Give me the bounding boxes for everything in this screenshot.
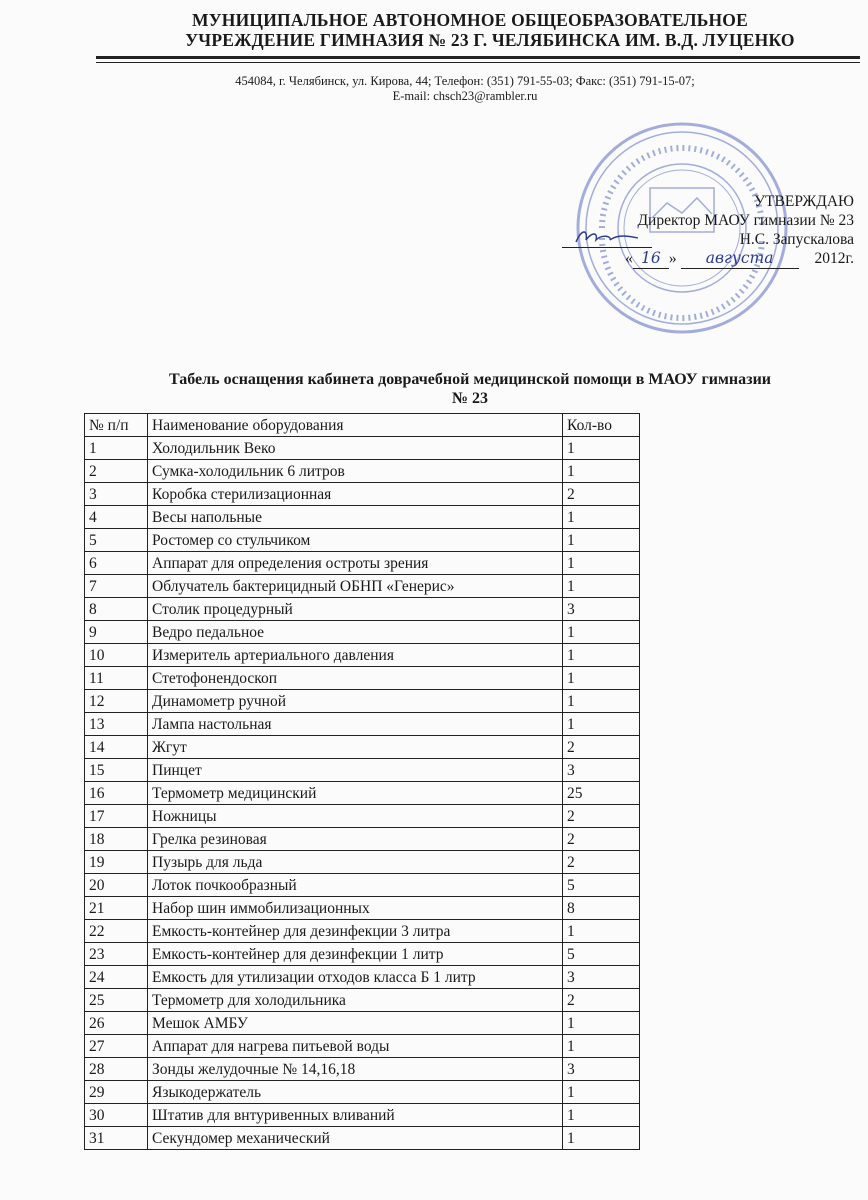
table-row — [85, 897, 640, 920]
row-quantity: 1 — [563, 552, 640, 575]
row-quantity: 1 — [563, 575, 640, 598]
row-number: 23 — [85, 943, 148, 966]
row-number: 12 — [85, 690, 148, 713]
row-item-name: Аппарат для определения остроты зрения — [148, 552, 563, 575]
row-number: 20 — [85, 874, 148, 897]
row-item-name: Штатив для внтуривенных вливаний — [148, 1104, 563, 1127]
table-row — [85, 575, 640, 598]
row-item-name: Ведро педальное — [148, 621, 563, 644]
row-number: 4 — [85, 506, 148, 529]
row-quantity: 25 — [563, 782, 640, 805]
row-quantity: 2 — [563, 483, 640, 506]
date-year: 2012г. — [814, 250, 854, 267]
date-quote-close: » — [668, 250, 677, 267]
row-item-name: Термометр медицинский — [148, 782, 563, 805]
table-row — [85, 483, 640, 506]
table-row — [85, 621, 640, 644]
organization-name — [120, 10, 820, 50]
row-number: 16 — [85, 782, 148, 805]
approval-date — [554, 249, 854, 268]
header-rule-thin — [96, 62, 860, 63]
table-row — [85, 667, 640, 690]
row-item-name: Аппарат для нагрева питьевой воды — [148, 1035, 563, 1058]
row-item-name: Набор шин иммобилизационных — [148, 897, 563, 920]
row-item-name: Сумка-холодильник 6 литров — [148, 460, 563, 483]
table-row — [85, 506, 640, 529]
org-line-2: УЧРЕЖДЕНИЕ ГИМНАЗИЯ № 23 Г. ЧЕЛЯБИНСКА ИМ. В.Д. ЛУЦЕНКО — [185, 30, 795, 50]
row-item-name: Языкодержатель — [148, 1081, 563, 1104]
row-item-name: Пузырь для льда — [148, 851, 563, 874]
row-number: 14 — [85, 736, 148, 759]
table-row — [85, 1058, 640, 1081]
header-name: Наименование оборудования — [148, 414, 563, 437]
row-item-name: Ростомер со стульчиком — [148, 529, 563, 552]
page-title — [80, 370, 860, 408]
row-quantity: 1 — [563, 690, 640, 713]
row-number: 8 — [85, 598, 148, 621]
row-number: 19 — [85, 851, 148, 874]
row-quantity: 1 — [563, 1081, 640, 1104]
equipment-table — [84, 413, 640, 1150]
table-row — [85, 598, 640, 621]
row-quantity: 3 — [563, 759, 640, 782]
row-item-name: Лоток почкообразный — [148, 874, 563, 897]
row-quantity: 1 — [563, 713, 640, 736]
row-item-name: Емкость-контейнер для дезинфекции 3 литра — [148, 920, 563, 943]
table-row — [85, 920, 640, 943]
table-row — [85, 759, 640, 782]
row-number: 24 — [85, 966, 148, 989]
table-row — [85, 1012, 640, 1035]
row-number: 31 — [85, 1127, 148, 1150]
table-row — [85, 805, 640, 828]
row-number: 22 — [85, 920, 148, 943]
approval-block — [554, 192, 854, 268]
row-item-name: Лампа настольная — [148, 713, 563, 736]
row-number: 6 — [85, 552, 148, 575]
table-row — [85, 851, 640, 874]
row-quantity: 1 — [563, 506, 640, 529]
title-line-1: Табель оснащения кабинета доврачебной медицинской помощи в МАОУ гимназии — [168, 371, 772, 388]
row-quantity: 8 — [563, 897, 640, 920]
header-quantity: Кол-во — [563, 414, 640, 437]
table-row — [85, 690, 640, 713]
row-quantity: 1 — [563, 1127, 640, 1150]
row-number: 27 — [85, 1035, 148, 1058]
row-quantity: 3 — [563, 598, 640, 621]
table-row — [85, 1035, 640, 1058]
row-item-name: Ножницы — [148, 805, 563, 828]
row-number: 17 — [85, 805, 148, 828]
table-row — [85, 1104, 640, 1127]
row-number: 2 — [85, 460, 148, 483]
row-number: 15 — [85, 759, 148, 782]
row-item-name: Емкость-контейнер для дезинфекции 1 литр — [148, 943, 563, 966]
row-item-name: Мешок АМБУ — [148, 1012, 563, 1035]
table-row — [85, 1127, 640, 1150]
row-item-name: Весы напольные — [148, 506, 563, 529]
address-line: 454084, г. Челябинск, ул. Кирова, 44; Телефон: (351) 791-55-03; Факс: (351) 791-15-07; — [235, 74, 695, 88]
approval-heading: УТВЕРЖДАЮ — [754, 193, 854, 210]
approver-name: Н.С. Запускалова — [739, 231, 854, 248]
row-number: 7 — [85, 575, 148, 598]
row-quantity: 1 — [563, 1035, 640, 1058]
row-quantity: 2 — [563, 851, 640, 874]
header-number: № п/п — [85, 414, 148, 437]
row-quantity: 1 — [563, 920, 640, 943]
row-item-name: Облучатель бактерицидный ОБНП «Генерис» — [148, 575, 563, 598]
table-row — [85, 966, 640, 989]
row-item-name: Стетофонендоскоп — [148, 667, 563, 690]
row-item-name: Секундомер механический — [148, 1127, 563, 1150]
row-number: 1 — [85, 437, 148, 460]
row-item-name: Столик процедурный — [148, 598, 563, 621]
table-row — [85, 782, 640, 805]
org-line-1: МУНИЦИПАЛЬНОЕ АВТОНОМНОЕ ОБЩЕОБРАЗОВАТЕЛЬНОЕ — [192, 10, 748, 30]
row-quantity: 1 — [563, 667, 640, 690]
row-item-name: Динамометр ручной — [148, 690, 563, 713]
table-row — [85, 437, 640, 460]
row-number: 10 — [85, 644, 148, 667]
row-quantity: 1 — [563, 529, 640, 552]
row-number: 26 — [85, 1012, 148, 1035]
table-row — [85, 943, 640, 966]
row-quantity: 2 — [563, 805, 640, 828]
table-row — [85, 828, 640, 851]
row-number: 21 — [85, 897, 148, 920]
row-quantity: 3 — [563, 1058, 640, 1081]
row-item-name: Жгут — [148, 736, 563, 759]
contact-block — [100, 74, 830, 104]
row-item-name: Термометр для холодильника — [148, 989, 563, 1012]
row-number: 25 — [85, 989, 148, 1012]
row-quantity: 1 — [563, 644, 640, 667]
row-number: 18 — [85, 828, 148, 851]
signature-icon — [572, 226, 642, 248]
table-row — [85, 460, 640, 483]
row-number: 30 — [85, 1104, 148, 1127]
date-month: августа — [681, 249, 799, 269]
table-row — [85, 552, 640, 575]
row-item-name: Зонды желудочные № 14,16,18 — [148, 1058, 563, 1081]
row-item-name: Измеритель артериального давления — [148, 644, 563, 667]
table-row — [85, 713, 640, 736]
row-quantity: 3 — [563, 966, 640, 989]
row-number: 5 — [85, 529, 148, 552]
title-line-2: № 23 — [451, 390, 489, 407]
table-row — [85, 736, 640, 759]
row-quantity: 1 — [563, 437, 640, 460]
row-quantity: 2 — [563, 989, 640, 1012]
table-row — [85, 989, 640, 1012]
row-item-name: Пинцет — [148, 759, 563, 782]
table-row — [85, 644, 640, 667]
row-quantity: 2 — [563, 828, 640, 851]
row-number: 3 — [85, 483, 148, 506]
table-row — [85, 874, 640, 897]
row-quantity: 5 — [563, 874, 640, 897]
row-quantity: 5 — [563, 943, 640, 966]
table-header-row — [85, 414, 640, 437]
row-quantity: 1 — [563, 460, 640, 483]
row-quantity: 1 — [563, 1012, 640, 1035]
approval-signature-row — [554, 230, 854, 249]
row-quantity: 2 — [563, 736, 640, 759]
row-number: 13 — [85, 713, 148, 736]
row-item-name: Грелка резиновая — [148, 828, 563, 851]
table-row — [85, 1081, 640, 1104]
row-number: 11 — [85, 667, 148, 690]
row-item-name: Емкость для утилизации отходов класса Б 1 литр — [148, 966, 563, 989]
row-quantity: 1 — [563, 621, 640, 644]
row-number: 28 — [85, 1058, 148, 1081]
table-row — [85, 529, 640, 552]
header-rule-thick — [96, 56, 860, 59]
row-item-name: Коробка стерилизационная — [148, 483, 563, 506]
row-number: 29 — [85, 1081, 148, 1104]
row-quantity: 1 — [563, 1104, 640, 1127]
row-item-name: Холодильник Веко — [148, 437, 563, 460]
approval-position: Директор МАОУ гимназии № 23 — [637, 212, 854, 229]
email-line: E-mail: chsch23@rambler.ru — [392, 89, 538, 103]
date-quote-open: « — [625, 250, 633, 267]
row-number: 9 — [85, 621, 148, 644]
date-day: 16 — [633, 249, 669, 269]
